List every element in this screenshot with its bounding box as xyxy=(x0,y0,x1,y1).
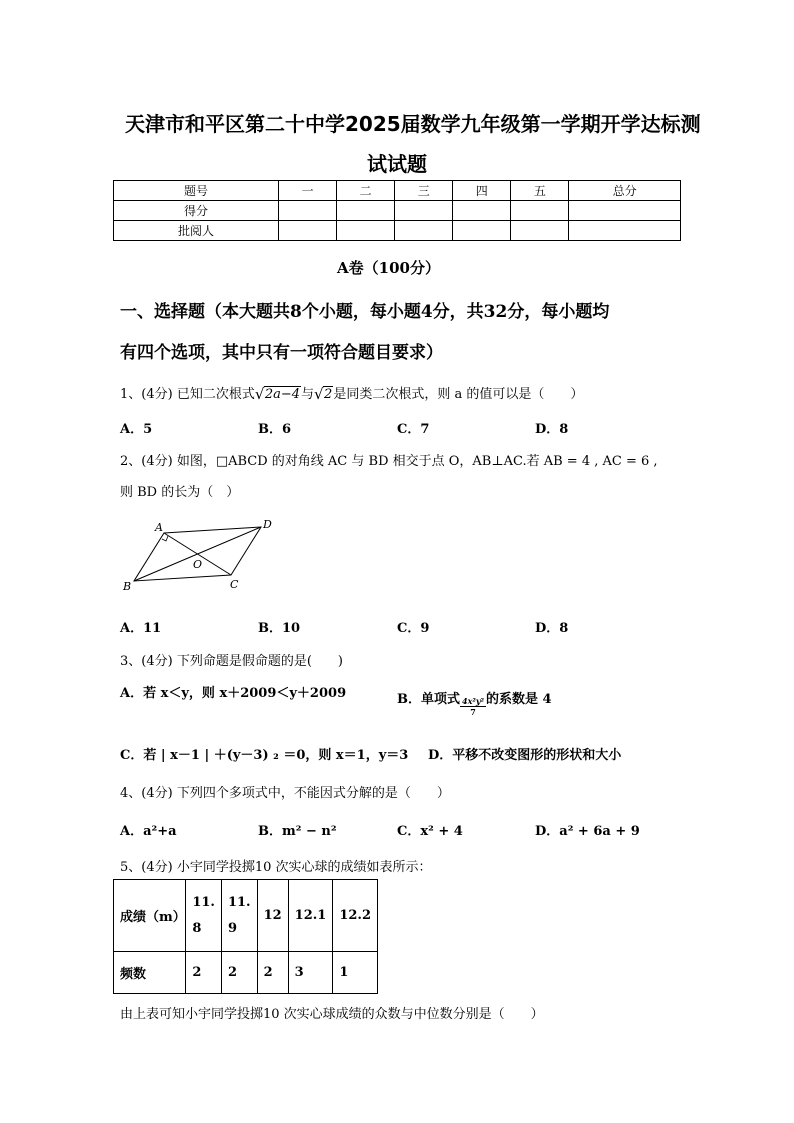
label-c: C xyxy=(230,578,239,591)
q4-option-a: A．a²+a xyxy=(120,824,177,839)
monomial-fraction xyxy=(460,696,486,717)
label-a: A xyxy=(155,521,163,534)
table-cell xyxy=(569,221,681,241)
table-cell: 1 xyxy=(333,952,378,994)
q3-option-b-prefix: B．单项式 xyxy=(397,692,460,707)
page-title-line2: 试试题 xyxy=(367,152,427,176)
section-heading-line2: 有四个选项，其中只有一项符合题目要求） xyxy=(120,343,443,363)
score-table-row xyxy=(114,201,681,221)
table-cell: 批阅人 xyxy=(114,221,279,241)
q1-option-b: B．6 xyxy=(258,422,292,437)
question-5-stem: 5、(4分) 小宇同学投掷10 次实心球的成绩如表所示： xyxy=(120,860,432,875)
question-1-stem xyxy=(120,383,583,402)
q1-radicand-2: 2 xyxy=(324,387,333,402)
q1-suffix: 是同类二次根式，则 a 的值可以是（ ） xyxy=(333,387,584,402)
parallelogram-figure xyxy=(118,515,278,595)
score-table-header-row xyxy=(114,181,681,201)
table-cell xyxy=(453,221,511,241)
fraction-numerator: 4x²y² xyxy=(462,696,484,706)
q2-option-a: A．11 xyxy=(120,621,162,636)
table-cell: 12 xyxy=(257,880,288,952)
question-5-tail: 由上表可知小宇同学投掷10 次实心球成绩的众数与中位数分别是（ ） xyxy=(120,1007,544,1022)
question-2-stem: 2、(4分) 如图，□ABCD 的对角线 AC 与 BD 相交于点 O，AB⊥AC.若 AB = 4 , AC = 6 , xyxy=(120,454,658,469)
table-cell: 二 xyxy=(337,181,395,201)
q4-option-c: C．x² + 4 xyxy=(397,824,463,839)
table-row xyxy=(114,952,378,994)
volume-heading: A卷（100分） xyxy=(337,259,440,277)
table-cell: 三 xyxy=(395,181,453,201)
q3-option-a: A．若 x＜y，则 x＋2009＜y＋2009 xyxy=(120,686,347,701)
table-cell: 成绩（m） xyxy=(114,880,186,952)
fraction-denominator: 7 xyxy=(470,707,476,717)
table-cell xyxy=(453,201,511,221)
table-row xyxy=(114,880,378,952)
page-title: 天津市和平区第二十中学2025届数学九年级第一学期开学达标测 xyxy=(125,112,701,136)
q1-radicand-1: 2a−4 xyxy=(264,387,301,402)
q1-option-a: A．5 xyxy=(120,422,153,437)
right-angle-mark xyxy=(162,536,168,541)
table-cell: 2 xyxy=(186,952,222,994)
section-heading: 一、选择题（本大题共8个小题，每小题4分，共32分，每小题均 xyxy=(120,302,610,322)
q2-option-d: D．8 xyxy=(535,621,569,636)
table-cell: 频数 xyxy=(114,952,186,994)
table-cell xyxy=(569,201,681,221)
table-cell: 一 xyxy=(279,181,337,201)
label-b: B xyxy=(123,580,132,593)
table-cell xyxy=(395,201,453,221)
table-cell: 11. 9 xyxy=(221,880,257,952)
sqrt-expression: √ 2 xyxy=(314,385,333,403)
q3-option-b xyxy=(397,682,552,717)
question-3-stem: 3、(4分) 下列命题是假命题的是( ) xyxy=(120,654,343,669)
table-cell xyxy=(395,221,453,241)
table-cell: 12.1 xyxy=(288,880,333,952)
q2-option-c: C．9 xyxy=(397,621,430,636)
q3-option-b-suffix: 的系数是 4 xyxy=(486,692,552,707)
table-cell xyxy=(279,221,337,241)
sqrt-expression: √ 2a−4 xyxy=(254,385,301,403)
table-cell: 3 xyxy=(288,952,333,994)
q3-option-c: C．若 | x－1 | ＋(y－3) ₂ ＝0，则 x＝1，y＝3 xyxy=(120,748,409,763)
question-4-stem: 4、(4分) 下列四个多项式中，不能因式分解的是（ ） xyxy=(120,786,450,801)
q2-option-b: B．10 xyxy=(258,621,301,636)
table-cell: 得分 xyxy=(114,201,279,221)
q1-option-d: D．8 xyxy=(535,422,569,437)
table-cell xyxy=(279,201,337,221)
table-cell xyxy=(337,201,395,221)
table-cell xyxy=(511,201,569,221)
table-cell: 2 xyxy=(257,952,288,994)
table-cell: 五 xyxy=(511,181,569,201)
q3-option-d: D．平移不改变图形的形状和大小 xyxy=(428,748,622,763)
q1-option-c: C．7 xyxy=(397,422,430,437)
table-cell: 题号 xyxy=(114,181,279,201)
label-d: D xyxy=(263,518,272,531)
table-cell: 12.2 xyxy=(333,880,378,952)
table-cell: 总分 xyxy=(569,181,681,201)
table-cell: 11. 8 xyxy=(186,880,222,952)
q1-prefix: 1、(4分) 已知二次根式 xyxy=(120,387,255,402)
q4-option-d: D．a² + 6a + 9 xyxy=(535,824,640,839)
score-table xyxy=(113,180,681,241)
label-o: O xyxy=(193,558,203,571)
q1-mid: 与 xyxy=(301,387,315,402)
score-table-row xyxy=(114,221,681,241)
question-2-stem-line2: 则 BD 的长为（ ） xyxy=(120,485,240,500)
table-cell: 2 xyxy=(221,952,257,994)
table-cell xyxy=(337,221,395,241)
q4-option-b: B．m² − n² xyxy=(258,824,337,839)
performance-table xyxy=(113,879,378,994)
table-cell xyxy=(511,221,569,241)
diagonal-bd xyxy=(134,527,261,581)
table-cell: 四 xyxy=(453,181,511,201)
